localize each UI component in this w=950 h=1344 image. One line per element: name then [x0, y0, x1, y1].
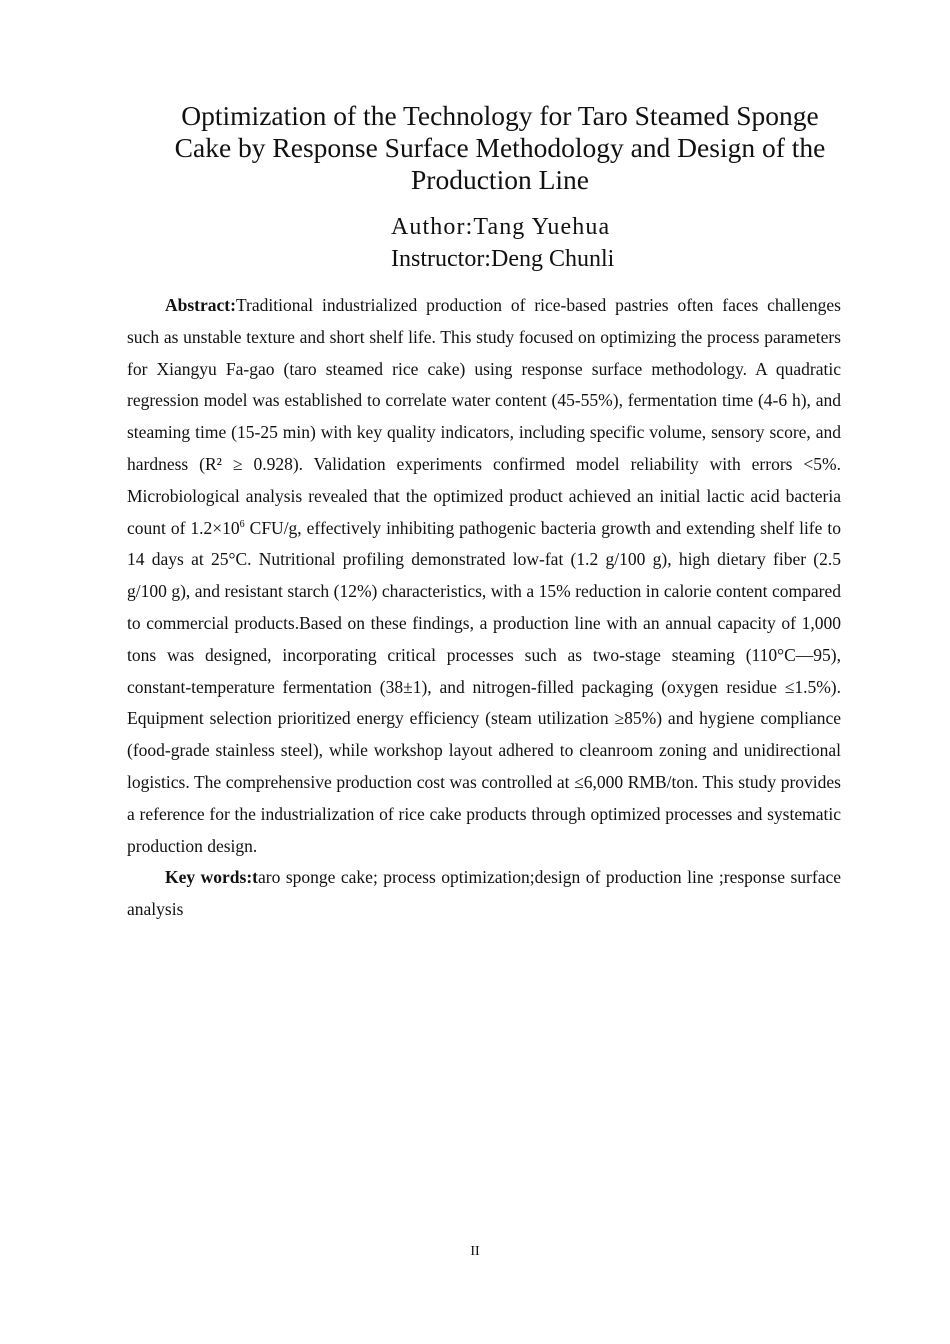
- author-label: Author:: [391, 214, 474, 240]
- page-number: II: [470, 1244, 480, 1259]
- keywords-paragraph: [127, 862, 841, 926]
- title-line: Cake by Response Surface Methodology and Design of the: [174, 132, 826, 163]
- abstract-label: Abstract:: [165, 295, 236, 315]
- author-block: [391, 211, 614, 275]
- abstract-paragraph: [127, 290, 841, 862]
- instructor-line: [391, 243, 614, 275]
- title-line: Production Line: [411, 164, 589, 195]
- abstract-text: Traditional industrialized production of rice-based pastries often faces challenges such as unstable texture and short shelf life. This study focused on optimizing the process parameters for Xiangyu Fa-gao (taro steamed rice cake) using response surface methodology. A quadratic regression model was established to correlate water content (45-55%), fermentation time (4-6 h), and steaming time (15-25 min) with key quality indicators, including specific volume, sensory score, and hardness (R² ≥ 0.928). Validation experiments confirmed model reliability with errors <5%. Microbiological analysis revealed that the optimized product achieved an initial lactic acid bacteria count of 1.2×10: [127, 295, 841, 538]
- abstract-text-continued: CFU/g, effectively inhibiting pathogenic bacteria growth and extending shelf life to 14 days at 25°C. Nutritional profiling demonstrated low-fat (1.2 g/100 g), high dietary fiber (2.5 g/100 g), and resistant starch (12%) characteristics, with a 15% reduction in calorie content compared to commercial products.Based on these findings, a production line with an annual capacity of 1,000 tons was designed, incorporating critical processes such as two-stage steaming (110°C—95), constant-temperature fermentation (38±1), and nitrogen-filled packaging (oxygen residue ≤1.5%). Equipment selection prioritized energy efficiency (steam utilization ≥85%) and hygiene compliance (food-grade stainless steel), while workshop layout adhered to cleanroom zoning and unidirectional logistics. The comprehensive production cost was controlled at ≤6,000 RMB/ton. This study provides a reference for the industrialization of rice cake products through optimized processes and systematic production design.: [127, 517, 841, 856]
- keywords-label: Key words:t: [165, 867, 258, 888]
- instructor-label: Instructor:: [391, 246, 491, 272]
- author-line: [391, 211, 614, 243]
- keywords-text: aro sponge cake; process optimization;design of production line ;response surface analysis: [127, 867, 841, 920]
- abstract-section: [127, 290, 841, 926]
- author-name: Tang Yuehua: [473, 214, 611, 240]
- title-line: Optimization of the Technology for Taro Steamed Sponge: [181, 100, 819, 131]
- superscript-exponent: 6: [239, 518, 245, 530]
- instructor-name: Deng Chunli: [490, 246, 615, 272]
- paper-title: [100, 100, 900, 196]
